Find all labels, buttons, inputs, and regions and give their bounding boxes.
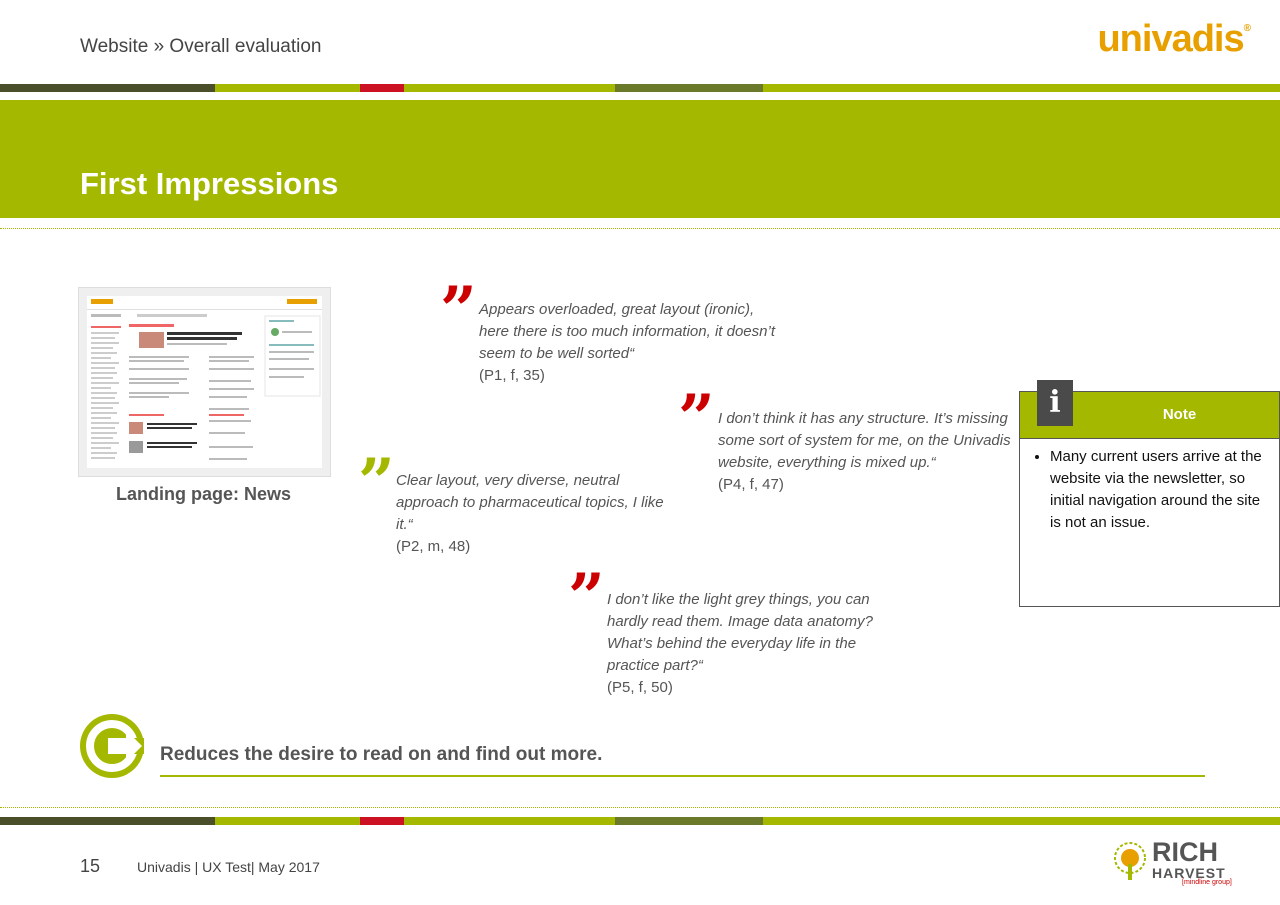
page-number: 15 bbox=[80, 856, 101, 876]
quote-p2 bbox=[396, 470, 681, 558]
quote-p5 bbox=[607, 589, 907, 699]
footer-text: Univadis | UX Test| May 2017 bbox=[137, 859, 320, 875]
quote-source: (P2, m, 48) bbox=[396, 538, 471, 555]
quote-text: Appears overloaded, great layout (ironic), here there is too much information, it doesn’t seem to be well sorted“ bbox=[479, 301, 775, 362]
tree-icon bbox=[1110, 840, 1150, 882]
breadcrumb: Website » Overall evaluation bbox=[80, 36, 322, 57]
arrow-circle-icon bbox=[78, 710, 150, 782]
info-icon: i bbox=[1037, 380, 1073, 426]
note-box bbox=[1019, 385, 1280, 607]
rich-harvest-line3: [mindline group] bbox=[1182, 879, 1232, 886]
conclusion-text: Reduces the desire to read on and find out more. bbox=[160, 744, 603, 765]
note-title: Note bbox=[1162, 406, 1197, 423]
divider bbox=[0, 807, 1280, 808]
rich-harvest-line2: HARVEST bbox=[1152, 865, 1226, 881]
quote-mark-icon: ” bbox=[440, 273, 477, 348]
conclusion-underline bbox=[160, 775, 1205, 777]
bottom-color-stripe bbox=[0, 817, 1280, 825]
quote-text: Clear layout, very diverse, neutral approach to pharmaceutical topics, I like it.“ bbox=[396, 472, 664, 533]
screenshot-mockup bbox=[87, 296, 322, 468]
rich-harvest-line1: RICH bbox=[1152, 837, 1218, 867]
top-color-stripe bbox=[0, 84, 1280, 92]
note-header bbox=[1020, 385, 1279, 439]
quote-source: (P5, f, 50) bbox=[607, 679, 673, 696]
quote-source: (P1, f, 35) bbox=[479, 367, 545, 384]
note-body bbox=[1030, 446, 1273, 534]
page-title: First Impressions bbox=[80, 166, 339, 201]
landing-page-screenshot bbox=[78, 287, 331, 477]
quote-source: (P4, f, 47) bbox=[718, 476, 784, 493]
quote-mark-icon: ” bbox=[678, 381, 715, 456]
divider bbox=[0, 228, 1280, 229]
quote-p1 bbox=[479, 299, 779, 387]
quote-text: I don’t think it has any structure. It’s missing some sort of system for me, on the Univadis website, everything is mixed up.“ bbox=[718, 410, 1011, 471]
quote-mark-icon: ” bbox=[358, 445, 395, 520]
univadis-logo: univadis® bbox=[1097, 18, 1250, 60]
quote-p4 bbox=[718, 408, 1018, 496]
screenshot-caption: Landing page: News bbox=[115, 484, 292, 504]
rich-harvest-logo bbox=[1110, 838, 1240, 886]
note-item: • Many current users arrive at the website via the newsletter, so initial navigation around the site is not an issue. bbox=[1050, 446, 1273, 534]
quote-mark-icon: ” bbox=[568, 560, 605, 635]
quote-text: I don’t like the light grey things, you can hardly read them. Image data anatomy? What’s behind the everyday life in the practice part?“ bbox=[607, 591, 873, 674]
